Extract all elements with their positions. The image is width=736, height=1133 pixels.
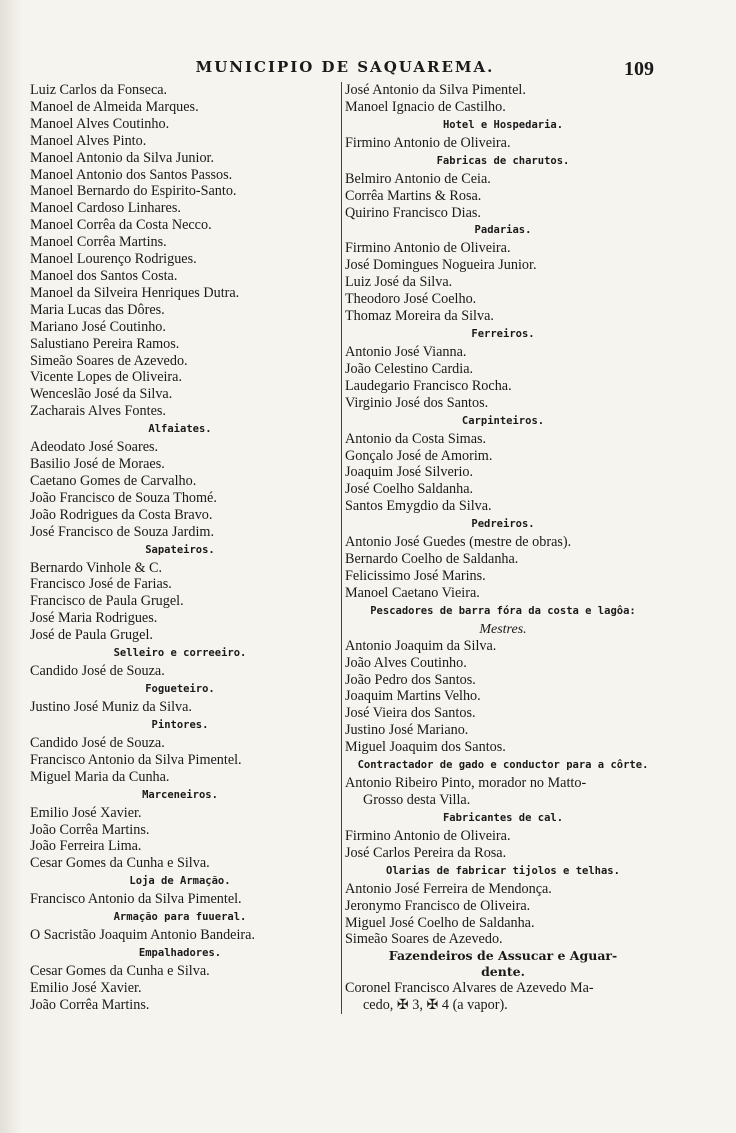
list-item: Manoel Corrêa Martins. (30, 234, 167, 251)
section-title-alfaiates: Alfaiates. (148, 423, 212, 436)
list-item: Simeão Soares de Azevedo. (30, 352, 188, 369)
list-item: Quirino Francisco Dias. (345, 204, 481, 221)
list-item: Manoel Alves Coutinho. (30, 115, 170, 132)
list-item: Francisco de Paula Grugel. (30, 593, 184, 610)
section-title-hotel: Hotel e Hospedaria. (442, 118, 564, 131)
list-item: Wenceslão José da Silva. (30, 386, 173, 403)
list-item: Bernardo Vinhole & C. (30, 559, 163, 576)
list-item: Candido José de Souza. (30, 734, 165, 751)
list-item: Simeão Soares de Azevedo. (345, 931, 503, 948)
list-item: Manoel da Silveira Henriques Dutra. (30, 284, 240, 301)
list-item: Mariano José Coutinho. (30, 318, 166, 335)
list-item: João Celestino Cardia. (345, 360, 474, 377)
list-item: João Corrêa Martins. (30, 821, 150, 838)
section-subtitle-mestres: Mestres. (479, 621, 527, 637)
list-item: José Domingues Nogueira Junior. (345, 257, 537, 274)
list-item: Adeodato José Soares. (30, 439, 159, 456)
section-title-carpinteiros: Carpinteiros. (461, 414, 545, 427)
list-item-continuation: cedo, ✠ 3, ✠ 4 (a vapor). (363, 997, 508, 1014)
list-item: Thomaz Moreira da Silva. (345, 308, 494, 325)
list-item: Theodoro José Coelho. (345, 291, 477, 308)
list-item: Manoel Caetano Vieira. (345, 584, 480, 601)
list-item: Vicente Lopes de Oliveira. (30, 369, 182, 386)
page-gutter-shadow (0, 0, 22, 1133)
list-item: Virginio José dos Santos. (345, 394, 489, 411)
list-item: Manoel Antonio da Silva Junior. (30, 149, 215, 166)
list-item: Manoel Bernardo do Espirito-Santo. (30, 183, 237, 200)
list-item: Miguel Maria da Cunha. (30, 768, 170, 785)
list-item: José de Paula Grugel. (30, 627, 153, 644)
list-item: Laudegario Francisco Rocha. (345, 377, 512, 394)
list-item: Manoel Corrêa da Costa Necco. (30, 217, 212, 234)
list-item: João Rodrigues da Costa Bravo. (30, 506, 213, 523)
list-item: Maria Lucas das Dôres. (30, 301, 165, 318)
list-item: Antonio José Guedes (mestre de obras). (345, 534, 572, 551)
list-item: José Vieira dos Santos. (345, 705, 476, 722)
list-item: Manoel dos Santos Costa. (30, 267, 178, 284)
list-item: Firmino Antonio de Oliveira. (345, 134, 511, 151)
section-title-contractador: Contractador de gado e conductor para a côrte. (357, 759, 649, 772)
section-title-fazendeiros-cont: dente. (481, 964, 525, 980)
list-item: João Ferreira Lima. (30, 838, 142, 855)
list-item: Gonçalo José de Amorim. (345, 447, 493, 464)
list-item: Manoel Antonio dos Santos Passos. (30, 166, 233, 183)
list-item: José Carlos Pereira da Rosa. (345, 844, 507, 861)
list-item: Francisco Antonio da Silva Pimentel. (30, 891, 242, 908)
section-title-armacao-funeral: Armação para fuueral. (113, 911, 247, 924)
list-top (30, 82, 330, 420)
list-item: José Maria Rodrigues. (30, 610, 158, 627)
list-item: Miguel Joaquim dos Santos. (345, 739, 506, 756)
list-item: Antonio José Ferreira de Mendonça. (345, 880, 552, 897)
list-item: Francisco Antonio da Silva Pimentel. (30, 751, 242, 768)
list-item: Manoel de Almeida Marques. (30, 98, 199, 115)
list-item: Luiz Carlos da Fonseca. (30, 82, 168, 98)
section-title-fazendeiros: Fazendeiros de Assucar e Aguar- (388, 948, 618, 964)
page-number: 109 (624, 58, 654, 80)
list-item: Corrêa Martins & Rosa. (345, 187, 482, 204)
list-item: João Corrêa Martins. (30, 996, 150, 1013)
section-title-padarias: Padarias. (474, 224, 532, 237)
section-title-olarias: Olarias de fabricar tijolos e telhas. (386, 864, 620, 877)
list-item: Luiz José da Silva. (345, 274, 453, 291)
list-item: Joaquim Martins Velho. (345, 688, 481, 705)
list-item: Basilio José de Moraes. (30, 456, 165, 473)
left-column (30, 82, 330, 1014)
list-item: Salustiano Pereira Ramos. (30, 335, 180, 352)
list-item: Miguel José Coelho de Saldanha. (345, 914, 535, 931)
list-item: Belmiro Antonio de Ceia. (345, 170, 491, 187)
list-item: O Sacristão Joaquim Antonio Bandeira. (30, 927, 255, 944)
list-item: Antonio da Costa Simas. (345, 430, 487, 447)
list-item: Joaquim José Silverio. (345, 464, 474, 481)
list-item: João Alves Coutinho. (345, 654, 467, 671)
list-item: Firmino Antonio de Oliveira. (345, 240, 511, 257)
list-item: João Francisco de Souza Thomé. (30, 489, 217, 506)
section-title-sapateiros: Sapateiros. (145, 543, 215, 556)
section-title-pescadores: Pescadores de barra fóra da costa e lagôa: (370, 604, 636, 617)
page-header: MUNICIPIO DE SAQUAREMA. (195, 58, 495, 76)
list-item: João Pedro dos Santos. (345, 671, 476, 688)
list-item: Coronel Francisco Alvares de Azevedo Ma- (345, 980, 594, 997)
list-item: Emilio José Xavier. (30, 979, 142, 996)
list-item: Jeronymo Francisco de Oliveira. (345, 897, 531, 914)
list-item: Felicissimo José Marins. (345, 567, 486, 584)
list-item: Manoel Lourenço Rodrigues. (30, 251, 197, 268)
section-title-empalhadores: Empalhadores. (138, 947, 222, 960)
list-item: Antonio Ribeiro Pinto, morador no Matto- (345, 775, 587, 792)
list-item: Santos Emygdio da Silva. (345, 498, 492, 515)
list-item: Manoel Ignacio de Castilho. (345, 98, 506, 115)
section-title-charutos: Fabricas de charutos. (436, 154, 570, 167)
section-title-pedreiros: Pedreiros. (471, 518, 535, 531)
list-item: José Antonio da Silva Pimentel. (345, 82, 526, 98)
list-item: José Francisco de Souza Jardim. (30, 523, 215, 540)
list-item: Justino José Muniz da Silva. (30, 699, 192, 715)
list-item: Candido José de Souza. (30, 663, 165, 680)
list-item: Cesar Gomes da Cunha e Silva. (30, 855, 210, 872)
list-item: Justino José Mariano. (345, 722, 469, 739)
section-title-cal: Fabricantes de cal. (442, 811, 564, 824)
list-item: Cesar Gomes da Cunha e Silva. (30, 963, 210, 980)
section-title-loja-armacao: Loja de Armação. (129, 875, 231, 888)
list-item: Antonio Joaquim da Silva. (345, 637, 497, 654)
list-item: Antonio José Vianna. (345, 343, 467, 360)
list-item: Firmino Antonio de Oliveira. (345, 827, 511, 844)
list-item-continuation: Grosso desta Villa. (363, 792, 471, 808)
list-item: Bernardo Coelho de Saldanha. (345, 551, 519, 568)
right-column (341, 82, 661, 1014)
section-title-marceneiros: Marceneiros. (142, 788, 218, 801)
list-item: Manoel Alves Pinto. (30, 132, 147, 149)
section-title-selleiro: Selleiro e correeiro. (113, 647, 247, 660)
list-item: José Coelho Saldanha. (345, 481, 474, 498)
section-title-ferreiros: Ferreiros. (471, 327, 535, 340)
list-item: Manoel Cardoso Linhares. (30, 200, 181, 217)
section-title-pintores: Pintores. (151, 718, 209, 731)
list-item: Emilio José Xavier. (30, 804, 142, 821)
section-title-fogueteiro: Fogueteiro. (145, 683, 215, 695)
list-item: Francisco José de Farias. (30, 576, 172, 593)
list-item: Caetano Gomes de Carvalho. (30, 472, 197, 489)
list-item: Zacharais Alves Fontes. (30, 403, 166, 420)
